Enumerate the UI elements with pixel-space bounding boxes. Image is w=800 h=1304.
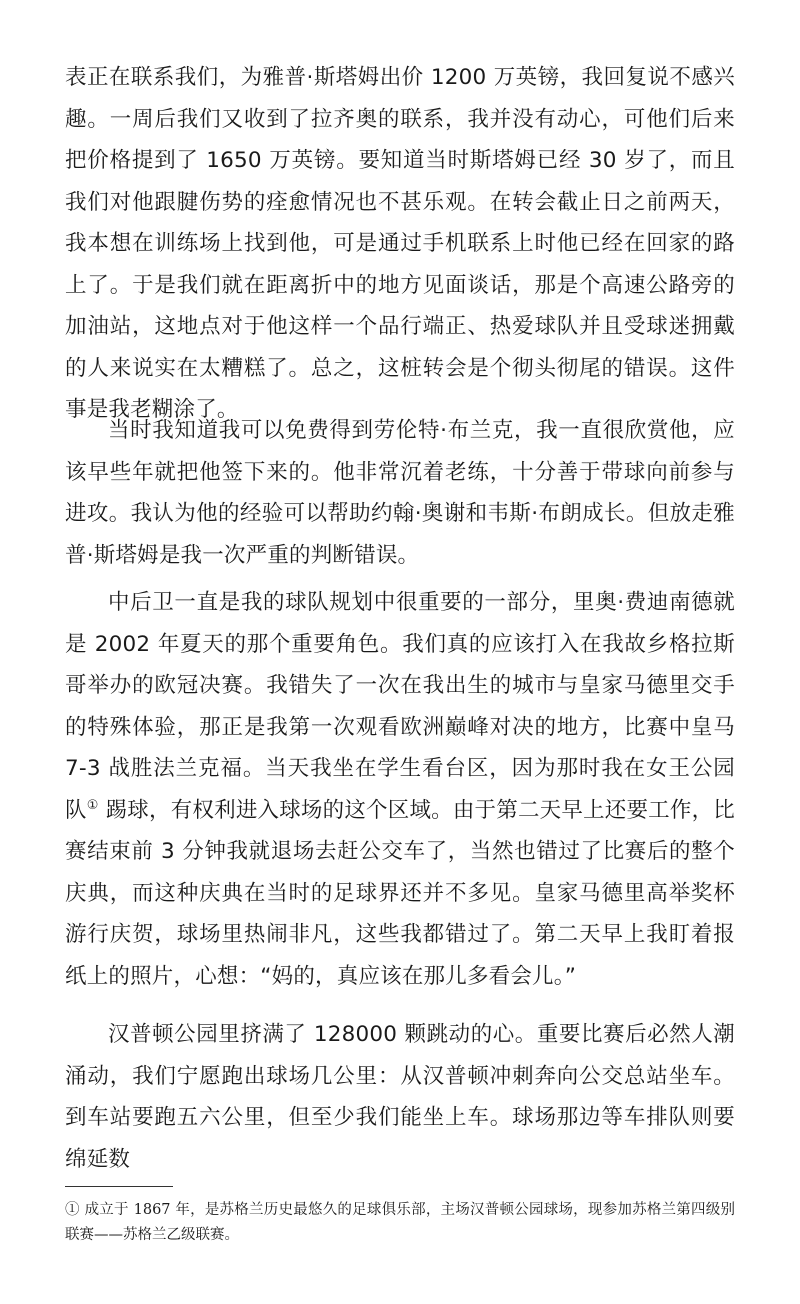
paragraph-4: 汉普顿公园里挤满了 128000 颗跳动的心。重要比赛后必然人潮涌动，我们宁愿跑出球场几公里：从汉普顿冲刺奔向公交总站坐车。到车站要跑五六公里，但至少我们能坐上车。球场那边等车排队则要绵延数 [65,1022,735,1172]
footnote: ① 成立于 1867 年，是苏格兰历史最悠久的足球俱乐部，主场汉普顿公园球场，现参加苏格兰第四级别联赛——苏格兰乙级联赛。 [65,1202,735,1243]
footnote-marker[interactable]: ① [86,797,99,813]
paragraph-3-text-before: 中后卫一直是我的球队规划中很重要的一部分，里奥·费迪南德就是 2002 年夏天的那个重要角色。我们真的应该打入在我故乡格拉斯哥举办的欧冠决赛。我错失了一次在我出生的城市与皇家马德里交手的特殊体验，那正是我第一次观看欧洲巅峰对决的地方，比赛中皇马 7-3 战胜法兰克福。当天我坐在学生看台区，因为那时我在女王公园队 [65,590,735,823]
paragraph-3-text-after: 踢球，有权利进入球场的这个区域。由于第二天早上还要工作，比赛结束前 3 分钟我就退场去赶公交车了，当然也错过了比赛后的整个庆典，而这种庆典在当时的足球界还并不多见。皇家马德里高举奖杯游行庆贺，球场里热闹非凡，这些我都错过了。第二天早上我盯着报纸上的照片，心想：“妈的，真应该在那儿多看会儿。” [65,797,735,989]
footnote-divider [65,1186,173,1187]
paragraph-1: 表正在联系我们，为雅普·斯塔姆出价 1200 万英镑，我回复说不感兴趣。一周后我们又收到了拉齐奥的联系，我并没有动心，可他们后来把价格提到了 1650 万英镑。要知道当时斯塔姆已经 30 岁了，而且我们对他跟腱伤势的痊愈情况也不甚乐观。在转会截止日之前两天，我本想在训练场上找到他，可是通过手机联系上时他已经在回家的路上了。于是我们就在距离折中的地方见面谈话，那是个高速公路旁的加油站，这地点对于他这样一个品行端正、热爱球队并且受球迷拥戴的人来说实在太糟糕了。总之，这桩转会是个彻头彻尾的错误。这件事是我老糊涂了。 [65,65,735,422]
paragraph-2: 当时我知道我可以免费得到劳伦特·布兰克，我一直很欣赏他，应该早些年就把他签下来的。他非常沉着老练，十分善于带球向前参与进攻。我认为他的经验可以帮助约翰·奥谢和韦斯·布朗成长。但放走雅普·斯塔姆是我一次严重的判断错误。 [65,418,735,568]
paragraph-3 [65,582,735,997]
